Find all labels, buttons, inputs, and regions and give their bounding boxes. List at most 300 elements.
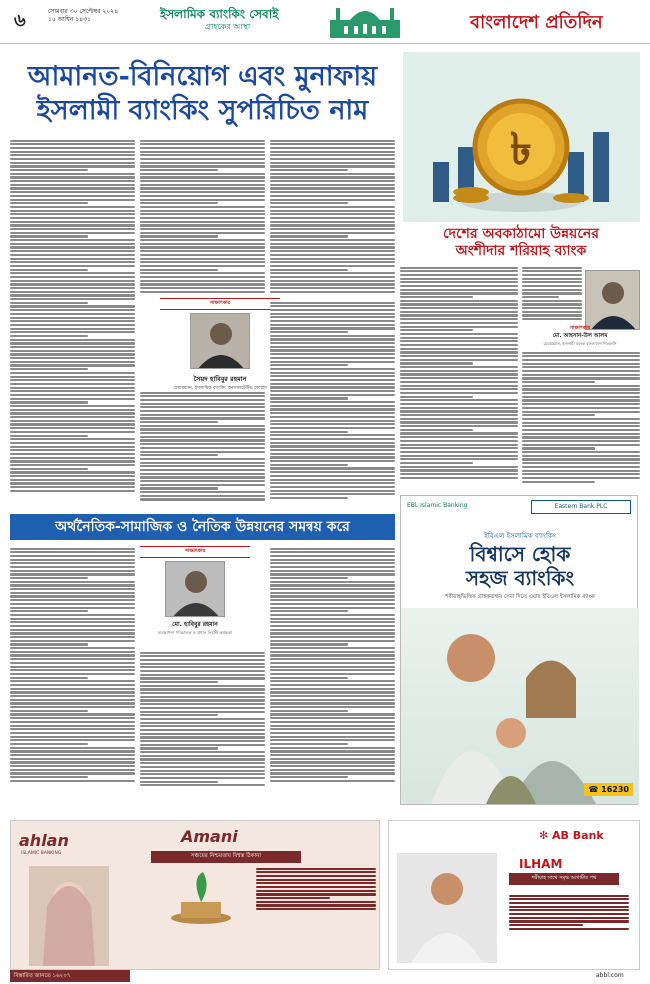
text-line	[270, 754, 395, 756]
text-line	[10, 324, 135, 326]
text-line	[140, 476, 265, 478]
text-line	[140, 451, 265, 453]
text-line	[522, 385, 640, 387]
text-line	[140, 722, 265, 724]
text-line	[10, 603, 135, 605]
body-text-lines	[10, 140, 135, 493]
footer-url[interactable]: abbl.com	[596, 972, 624, 979]
text-line	[522, 473, 640, 475]
person-photo	[165, 561, 225, 617]
text-line	[140, 458, 265, 460]
text-line	[10, 409, 135, 411]
text-line	[140, 781, 218, 783]
right-headline	[405, 226, 637, 260]
text-line	[270, 338, 395, 340]
text-line	[140, 235, 218, 237]
text-line	[270, 460, 395, 462]
text-line	[140, 414, 265, 416]
text-line	[140, 165, 265, 167]
hotline-badge[interactable]	[584, 783, 633, 796]
text-line	[10, 747, 135, 749]
text-line	[10, 772, 135, 774]
text-line	[10, 691, 135, 693]
text-line	[140, 707, 265, 709]
newspaper-brand: বাংলাদেশ প্রতিদিন	[470, 12, 603, 33]
text-line	[270, 643, 348, 645]
amani-logo: Amani	[181, 827, 238, 846]
text-line	[400, 267, 518, 269]
text-line	[522, 425, 640, 427]
text-line	[400, 388, 518, 390]
text-line	[522, 451, 640, 453]
text-line	[10, 261, 135, 263]
amani-features-list	[256, 866, 376, 961]
text-line	[10, 555, 135, 557]
text-line	[140, 202, 218, 204]
text-line	[10, 471, 135, 473]
text-line	[10, 588, 135, 590]
text-line	[270, 316, 395, 318]
text-line	[522, 433, 640, 435]
text-line	[270, 677, 348, 679]
body-text-lines	[270, 140, 395, 293]
text-line	[270, 713, 395, 715]
interview-label: সাক্ষাৎকার	[140, 546, 250, 558]
text-line	[270, 456, 395, 458]
text-line	[522, 292, 582, 294]
text-line	[522, 411, 640, 413]
text-line	[270, 482, 395, 484]
text-line	[522, 458, 640, 460]
text-line	[270, 191, 395, 193]
text-line	[400, 351, 518, 353]
text-line	[509, 928, 629, 930]
text-line	[140, 191, 265, 193]
text-line	[270, 180, 395, 182]
text-line	[140, 725, 265, 727]
text-line	[10, 621, 135, 623]
text-line	[140, 154, 265, 156]
text-line	[400, 403, 518, 405]
ad-footer	[0, 970, 650, 984]
text-line	[400, 469, 518, 471]
text-line	[140, 462, 265, 464]
text-line	[10, 420, 135, 422]
text-line	[140, 162, 265, 164]
text-line	[140, 714, 218, 716]
text-line	[270, 566, 395, 568]
text-line	[270, 595, 395, 597]
text-line	[140, 711, 265, 713]
text-line	[270, 235, 348, 237]
text-line	[10, 158, 135, 160]
text-line	[270, 353, 395, 355]
text-line	[522, 274, 582, 276]
text-line	[270, 625, 395, 627]
text-line	[140, 428, 265, 430]
text-line	[10, 269, 88, 271]
text-line	[522, 370, 640, 372]
text-line	[10, 368, 88, 370]
text-line	[270, 280, 395, 282]
text-line	[270, 346, 395, 348]
text-line	[10, 287, 135, 289]
text-line	[509, 895, 629, 897]
text-line	[522, 403, 640, 405]
text-line	[522, 399, 640, 401]
text-line	[10, 643, 88, 645]
text-line	[10, 372, 135, 374]
text-line	[140, 243, 265, 245]
text-line	[522, 481, 595, 483]
date-bangla: ১৫ আশ্বিন ১৪৩১	[48, 16, 91, 23]
text-line	[256, 868, 376, 870]
text-line	[10, 265, 135, 267]
text-line	[10, 173, 135, 175]
text-line	[270, 750, 395, 752]
text-line	[270, 607, 395, 609]
text-line	[10, 210, 135, 212]
text-line	[10, 180, 135, 182]
text-line	[522, 388, 640, 390]
text-line	[270, 162, 395, 164]
text-line	[10, 383, 135, 385]
text-line	[10, 721, 135, 723]
right-story-column-2a	[522, 265, 582, 325]
text-line	[270, 739, 395, 741]
text-line	[140, 666, 265, 668]
text-line	[270, 636, 395, 638]
text-line	[140, 487, 218, 489]
text-line	[270, 445, 395, 447]
text-line	[522, 285, 582, 287]
text-line	[140, 287, 265, 289]
text-line	[10, 688, 135, 690]
text-line	[10, 176, 135, 178]
text-line	[270, 570, 395, 572]
text-line	[522, 314, 582, 316]
text-line	[140, 729, 265, 731]
text-line	[270, 769, 395, 771]
text-line	[522, 267, 582, 269]
text-line	[10, 457, 135, 459]
ilham-logo: ILHAM	[519, 857, 563, 871]
text-line	[270, 206, 395, 208]
text-line	[140, 406, 265, 408]
family-photo	[401, 608, 639, 804]
text-line	[400, 274, 518, 276]
text-line	[140, 784, 265, 786]
text-line	[10, 423, 135, 425]
text-line	[270, 173, 395, 175]
text-line	[270, 669, 395, 671]
page-header	[0, 0, 650, 44]
text-line	[400, 289, 518, 291]
text-line	[10, 254, 135, 256]
text-line	[140, 495, 265, 497]
text-line	[10, 250, 135, 252]
text-line	[522, 407, 640, 409]
text-line	[10, 283, 135, 285]
text-line	[522, 363, 640, 365]
text-line	[10, 387, 135, 389]
text-line	[400, 278, 518, 280]
text-line	[10, 699, 135, 701]
ab-bank-mark-icon: ✻	[539, 829, 553, 842]
text-line	[10, 769, 135, 771]
text-line	[270, 261, 395, 263]
issue-date	[48, 8, 118, 24]
text-line	[140, 670, 265, 672]
text-line	[140, 674, 265, 676]
text-line	[10, 475, 135, 477]
text-line	[10, 143, 135, 145]
text-line	[10, 276, 135, 278]
text-line	[140, 187, 265, 189]
text-line	[400, 362, 473, 364]
text-line	[522, 436, 640, 438]
text-line	[10, 479, 135, 481]
text-line	[10, 350, 135, 352]
text-line	[10, 291, 135, 293]
text-line	[400, 381, 518, 383]
text-line	[10, 294, 135, 296]
text-line	[270, 584, 395, 586]
text-line	[10, 191, 135, 193]
text-line	[140, 473, 265, 475]
text-line	[522, 455, 640, 457]
text-line	[400, 436, 518, 438]
text-line	[270, 221, 395, 223]
text-line	[400, 296, 473, 298]
text-line	[140, 777, 265, 779]
text-line	[270, 272, 395, 274]
text-line	[270, 490, 395, 492]
text-line	[270, 562, 395, 564]
text-line	[10, 243, 135, 245]
text-line	[10, 651, 135, 653]
text-line	[400, 311, 518, 313]
main-headline	[10, 60, 395, 132]
text-line	[522, 278, 582, 280]
text-line	[140, 140, 265, 142]
text-line	[10, 595, 135, 597]
text-line	[400, 440, 518, 442]
bottom-ads	[0, 820, 650, 984]
text-line	[400, 373, 518, 375]
text-line	[270, 154, 395, 156]
main-headline-line2: ইসলামী ব্যাংকিং সুপরিচিত নাম	[36, 95, 369, 126]
person-name: সৈয়দ হাবিবুর রহমান	[193, 375, 247, 383]
text-line	[270, 427, 395, 429]
text-line	[270, 224, 395, 226]
ebl-tagline-small: ইবিএল ইসলামিক ব্যাংকিং	[484, 532, 556, 540]
text-line	[256, 908, 376, 910]
text-line	[400, 429, 473, 431]
text-line	[10, 618, 135, 620]
text-line	[10, 258, 135, 260]
text-line	[10, 305, 135, 307]
right-headline-line2: অংশীদার শরিয়াহ ব্যাংক	[455, 243, 587, 259]
text-line	[10, 460, 135, 462]
text-line	[140, 766, 265, 768]
text-line	[400, 322, 518, 324]
text-line	[270, 331, 348, 333]
hotline-number: 16230	[601, 785, 629, 794]
text-line	[10, 702, 135, 704]
text-line	[270, 691, 395, 693]
text-line	[270, 728, 395, 730]
text-line	[270, 217, 395, 219]
text-line	[400, 451, 518, 453]
text-line	[10, 706, 135, 708]
footer-left-strip: বিস্তারিত জানতে ১৬২০৭	[10, 970, 130, 982]
text-line	[140, 425, 265, 427]
person-photo	[190, 313, 250, 369]
text-line	[400, 473, 518, 475]
text-line	[400, 396, 473, 398]
main-story-column-2	[140, 138, 265, 298]
text-line	[270, 673, 395, 675]
text-line	[270, 335, 395, 337]
text-line	[10, 482, 135, 484]
ebl-islamic-logo: EBL Islamic Banking	[407, 502, 468, 509]
text-line	[270, 169, 348, 171]
text-line	[10, 213, 135, 215]
text-line	[140, 688, 265, 690]
text-line	[140, 147, 265, 149]
text-line	[10, 361, 135, 363]
text-line	[270, 423, 395, 425]
text-line	[270, 239, 395, 241]
text-line	[522, 377, 640, 379]
ahlan-sub: ISLAMIC BANKING	[21, 851, 62, 856]
text-line	[270, 151, 395, 153]
text-line	[10, 435, 88, 437]
text-line	[10, 162, 135, 164]
text-line	[270, 320, 395, 322]
ab-bank-advertisement[interactable]	[388, 820, 640, 970]
supplement-subtitle: গ্রাহকের আস্থা	[205, 22, 251, 31]
text-line	[522, 470, 640, 472]
text-line	[140, 176, 265, 178]
text-line	[270, 375, 395, 377]
text-line	[140, 232, 265, 234]
person-silhouette-icon	[166, 562, 225, 617]
text-line	[10, 379, 135, 381]
text-line	[400, 359, 518, 361]
text-line	[10, 232, 135, 234]
text-line	[270, 165, 395, 167]
text-line	[10, 221, 135, 223]
text-line	[270, 780, 395, 782]
text-line	[10, 669, 135, 671]
text-line	[270, 581, 395, 583]
text-line	[270, 647, 395, 649]
text-line	[10, 449, 135, 451]
text-line	[270, 147, 395, 149]
text-line	[10, 573, 135, 575]
text-line	[140, 417, 265, 419]
text-line	[10, 607, 135, 609]
mosque-illustration	[330, 4, 400, 38]
text-line	[140, 770, 265, 772]
text-line	[10, 739, 135, 741]
text-line	[10, 246, 135, 248]
text-line	[270, 254, 395, 256]
person-silhouette-icon	[586, 271, 640, 330]
text-line	[10, 750, 135, 752]
text-line	[140, 677, 265, 679]
text-line	[270, 467, 395, 469]
text-line	[10, 169, 88, 171]
text-line	[400, 281, 518, 283]
text-line	[10, 398, 135, 400]
ebl-advertisement[interactable]	[400, 495, 638, 805]
text-line	[400, 285, 518, 287]
text-line	[10, 780, 135, 782]
text-line	[400, 292, 518, 294]
text-line	[270, 632, 395, 634]
person-title: চেয়ারম্যান, ইসলামী ব্যাংক বাংলাদেশ পিএলসি	[543, 341, 617, 346]
text-line	[270, 416, 395, 418]
text-line	[400, 407, 518, 409]
text-line	[140, 655, 265, 657]
text-line	[270, 349, 395, 351]
text-line	[270, 140, 395, 142]
text-line	[270, 199, 395, 201]
text-line	[270, 640, 395, 642]
text-line	[400, 444, 518, 446]
text-line	[400, 466, 518, 468]
text-line	[10, 559, 135, 561]
text-line	[270, 287, 395, 289]
main-interview-box	[160, 298, 280, 372]
text-line	[140, 254, 265, 256]
text-line	[522, 392, 640, 394]
phone-icon: ☎	[588, 785, 602, 794]
text-line	[256, 879, 376, 881]
text-line	[270, 187, 395, 189]
text-line	[270, 368, 395, 370]
text-line	[270, 618, 395, 620]
text-line	[270, 228, 395, 230]
text-line	[10, 151, 135, 153]
text-line	[140, 480, 265, 482]
text-line	[400, 370, 518, 372]
text-line	[256, 871, 376, 873]
coins-plant-illustration	[151, 866, 251, 926]
text-line	[10, 431, 135, 433]
text-line	[10, 335, 88, 337]
text-line	[522, 440, 640, 442]
text-line	[10, 331, 135, 333]
text-line	[270, 158, 395, 160]
text-line	[270, 725, 395, 727]
text-line	[10, 776, 88, 778]
text-line	[270, 210, 395, 212]
text-line	[10, 427, 135, 429]
text-line	[256, 901, 376, 903]
amani-advertisement[interactable]	[10, 820, 380, 970]
text-line	[10, 765, 135, 767]
text-line	[10, 464, 135, 466]
text-line	[140, 432, 265, 434]
text-line	[140, 217, 265, 219]
person-photo	[585, 270, 640, 330]
text-line	[10, 140, 135, 142]
text-line	[270, 276, 395, 278]
